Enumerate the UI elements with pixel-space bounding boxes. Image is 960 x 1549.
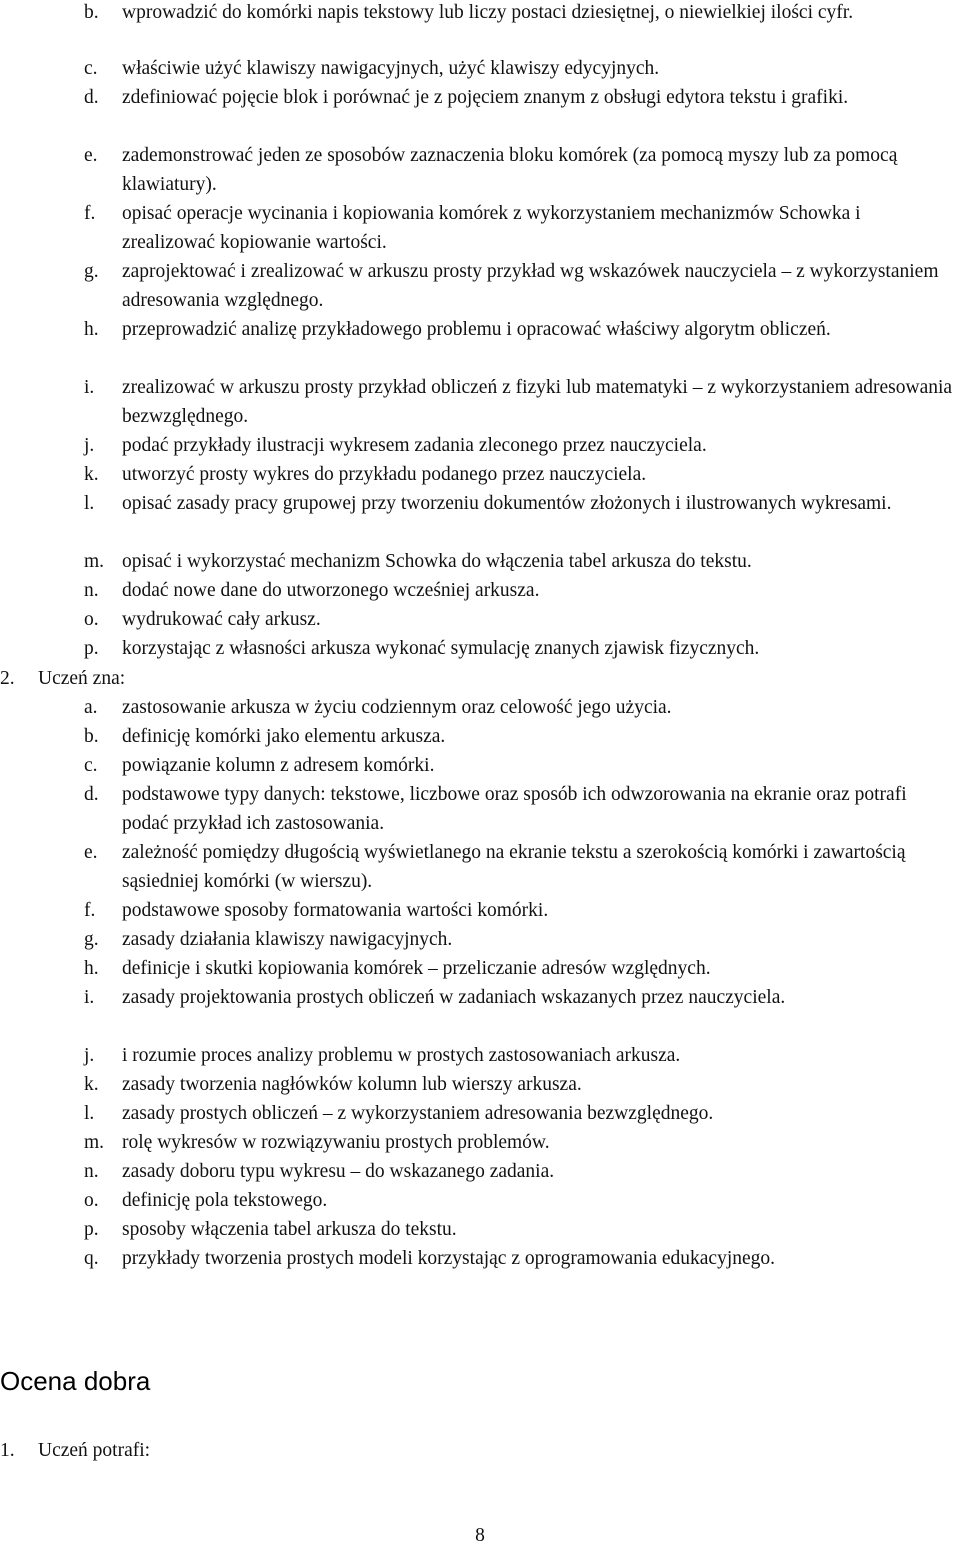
list-item-text: zasady tworzenia nagłówków kolumn lub wierszy arkusza. [122,1074,582,1095]
list-item-letter: d. [84,784,99,805]
list-item-letter: l. [84,1103,95,1124]
list-item [84,460,954,489]
list-item [84,693,954,722]
list-item-text: opisać zasady pracy grupowej przy tworzeniu dokumentów złożonych i ilustrowanych wykresami. [122,493,892,514]
list-item-letter: n. [84,1161,99,1182]
list-item [84,1041,954,1070]
list-item-letter: f. [84,203,96,224]
list-item-letter: n. [84,580,99,601]
list-item-text: powiązanie kolumn z adresem komórki. [122,755,435,776]
list-item-text: sposoby włączenia tabel arkusza do tekstu. [122,1219,457,1240]
list-item-text: korzystając z własności arkusza wykonać symulację znanych zjawisk fizycznych. [122,638,760,659]
list-item [84,373,954,431]
list-item-text: podstawowe sposoby formatowania wartości komórki. [122,900,549,921]
list-item-letter: g. [84,929,99,950]
list-item [84,896,954,925]
list-item [84,838,954,896]
list-item-text: rolę wykresów w rozwiązywaniu prostych problemów. [122,1132,550,1153]
list-item [84,1099,954,1128]
list-item [84,315,954,344]
list-item-text: utworzyć prosty wykres do przykładu podanego przez nauczyciela. [122,464,647,485]
list-item-text: zasady projektowania prostych obliczeń w zadaniach wskazanych przez nauczyciela. [122,987,786,1008]
list-item-text: zrealizować w arkuszu prosty przykład obliczeń z fizyki lub matematyki – z wykorzystaniem adresowania bezwzględnego. [122,377,953,427]
list-item-letter: k. [84,464,99,485]
section-2-header [0,664,125,693]
list-item-letter: i. [84,377,95,398]
list-item-text: zasady prostych obliczeń – z wykorzystaniem adresowania bezwzględnego. [122,1103,714,1124]
list-item [84,1157,954,1186]
list-item [84,489,954,518]
list-item-letter: q. [84,1248,99,1269]
list-item-letter: b. [84,2,99,23]
section-number: 1. [0,1440,15,1461]
list-item-letter: b. [84,726,99,747]
list-item-letter: k. [84,1074,99,1095]
list-item [84,199,954,257]
page-number: 8 [475,1525,485,1546]
list-item [84,722,954,751]
list-item-letter: a. [84,697,98,718]
list-item [84,141,954,199]
section-1-header [0,1436,150,1465]
list-item [84,1215,954,1244]
list-item [84,83,954,112]
list-item [84,954,954,983]
list-item [84,1070,954,1099]
list-item-letter: e. [84,842,98,863]
list-item [84,0,954,27]
list-item-text: opisać operacje wycinania i kopiowania komórek z wykorzystaniem mechanizmów Schowka i zrealizować kopiowanie wartości. [122,203,861,253]
list-item-letter: p. [84,1219,99,1240]
list-item-letter: e. [84,145,98,166]
list-item [84,751,954,780]
list-item [84,1128,954,1157]
list-item-text: zależność pomiędzy długością wyświetlanego na ekranie tekstu a szerokością komórki i zawartością sąsiedniej komórki (w wierszu). [122,842,906,892]
list-item-text: wydrukować cały arkusz. [122,609,321,630]
list-item [84,634,954,663]
list-item-text: zasady działania klawiszy nawigacyjnych. [122,929,453,950]
list-item [84,983,954,1012]
list-item-text: zdefiniować pojęcie blok i porównać je z pojęciem znanym z obsługi edytora tekstu i grafiki. [122,87,849,108]
list-item [84,925,954,954]
list-item-text: definicje i skutki kopiowania komórek – przeliczanie adresów względnych. [122,958,711,979]
list-item-letter: i. [84,987,95,1008]
list-item-text: definicję komórki jako elementu arkusza. [122,726,446,747]
list-item-letter: h. [84,958,99,979]
list-item [84,576,954,605]
list-item-letter: o. [84,609,99,630]
list-item-text: dodać nowe dane do utworzonego wcześniej arkusza. [122,580,540,601]
list-item-text: zaprojektować i zrealizować w arkuszu prosty przykład wg wskazówek nauczyciela – z wykorzystaniem adresowania względnego. [122,261,939,311]
list-item-text: przeprowadzić analizę przykładowego problemu i opracować właściwy algorytm obliczeń. [122,319,831,340]
list-item-text: podać przykłady ilustracji wykresem zadania zleconego przez nauczyciela. [122,435,707,456]
list-item-letter: d. [84,87,99,108]
list-item-letter: p. [84,638,99,659]
list-item-text: właściwie użyć klawiszy nawigacyjnych, użyć klawiszy edycyjnych. [122,58,660,79]
list-item-letter: c. [84,755,98,776]
list-item-text: zademonstrować jeden ze sposobów zaznaczenia bloku komórek (za pomocą myszy lub za pomocą klawiatury). [122,145,898,195]
list-item-letter: f. [84,900,96,921]
list-item-letter: o. [84,1190,99,1211]
list-item [84,547,954,576]
list-item-text: przykłady tworzenia prostych modeli korzystając z oprogramowania edukacyjnego. [122,1248,776,1269]
list-item [84,431,954,460]
list-item-letter: m. [84,551,105,572]
list-item-letter: h. [84,319,99,340]
list-item-letter: g. [84,261,99,282]
grade-heading: Ocena dobra [0,1366,151,1396]
list-item-letter: m. [84,1132,105,1153]
list-item-letter: j. [84,1045,95,1066]
list-item-text: wprowadzić do komórki napis tekstowy lub liczy postaci dziesiętnej, o niewielkiej ilości cyfr. [122,2,854,23]
list-item [84,605,954,634]
list-item [84,54,954,83]
list-item-letter: c. [84,58,98,79]
list-item-text: definicję pola tekstowego. [122,1190,328,1211]
list-item-text: zasady doboru typu wykresu – do wskazanego zadania. [122,1161,555,1182]
list-item-text: zastosowanie arkusza w życiu codziennym oraz celowość jego użycia. [122,697,672,718]
list-item [84,1244,954,1273]
list-item [84,257,954,315]
section-number: 2. [0,668,15,689]
list-item [84,780,954,838]
section-label: Uczeń potrafi: [38,1440,151,1461]
list-item-text: opisać i wykorzystać mechanizm Schowka do włączenia tabel arkusza do tekstu. [122,551,752,572]
section-label: Uczeń zna: [38,668,126,689]
list-item-letter: l. [84,493,95,514]
list-item [84,1186,954,1215]
list-item-text: podstawowe typy danych: tekstowe, liczbowe oraz sposób ich odwzorowania na ekranie oraz potrafi podać przykład ich zastosowania. [122,784,907,834]
list-item-letter: j. [84,435,95,456]
list-item-text: i rozumie proces analizy problemu w prostych zastosowaniach arkusza. [122,1045,681,1066]
